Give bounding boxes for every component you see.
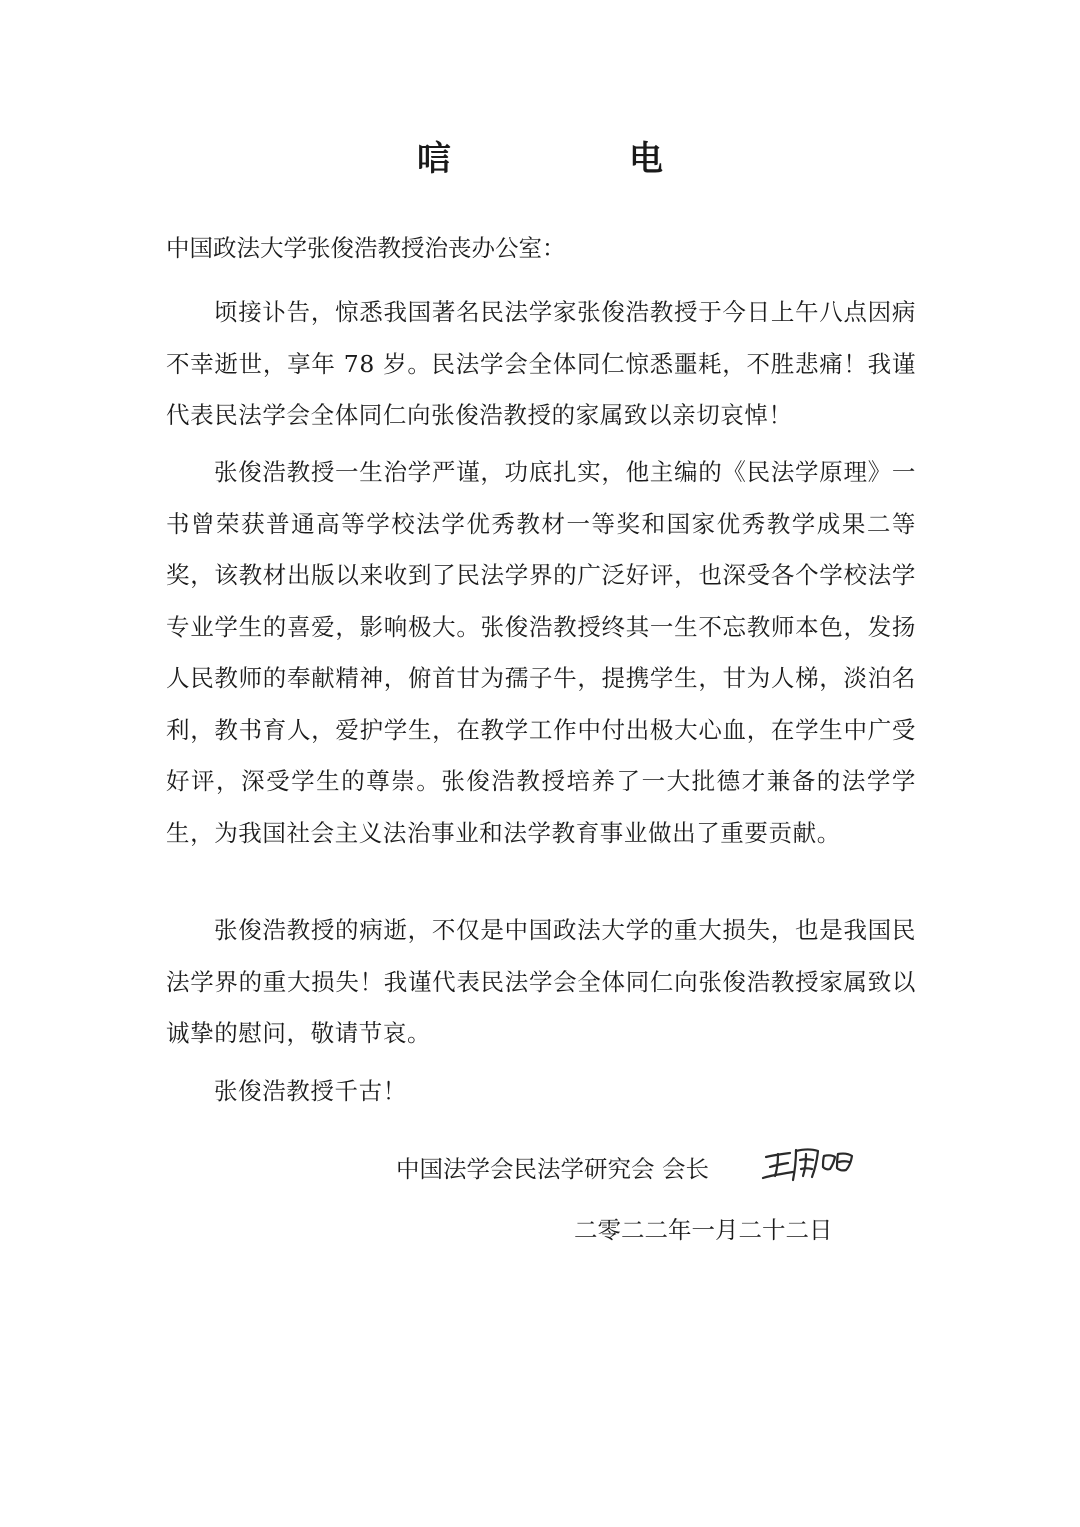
sender-line: 中国法学会民法学研究会 会长	[396, 1155, 709, 1183]
handwritten-signature	[760, 1140, 856, 1190]
paragraph-announcement: 顷接讣告，惊悉我国著名民法学家张俊浩教授于今日上午八点因病不幸逝世，享年 78 岁。民法学会全体同仁惊悉噩耗，不胜悲痛！我谨代表民法学会全体同仁向张俊浩教授的家属致以亲切哀悼！	[166, 298, 916, 429]
paragraph-farewell: 张俊浩教授千古！	[214, 1077, 407, 1105]
paragraph-achievements: 张俊浩教授一生治学严谨，功底扎实，他主编的《民法学原理》一书曾荣获普通高等学校法学优秀教材一等奖和国家优秀教学成果二等奖，该教材出版以来收到了民法学界的广泛好评，也深受各个学校法学专业学生的喜爱，影响极大。张俊浩教授终其一生不忘教师本色，发扬人民教师的奉献精神，俯首甘为孺子牛，提携学生，甘为人梯，淡泊名利，教书育人，爱护学生，在教学工作中付出极大心血，在学生中广受好评，深受学生的尊崇。张俊浩教授培养了一大批德才兼备的法学学生，为我国社会主义法治事业和法学教育事业做出了重要贡献。	[166, 458, 916, 847]
salutation: 中国政法大学张俊浩教授治丧办公室：	[166, 234, 566, 262]
letter-date: 二零二二年一月二十二日	[574, 1216, 833, 1244]
document-title: 唁 电	[417, 139, 735, 179]
paragraph-condolence: 张俊浩教授的病逝，不仅是中国政法大学的重大损失，也是我国民法学界的重大损失！我谨代表民法学会全体同仁向张俊浩教授家属致以诚挚的慰问，敬请节哀。	[166, 916, 916, 1047]
